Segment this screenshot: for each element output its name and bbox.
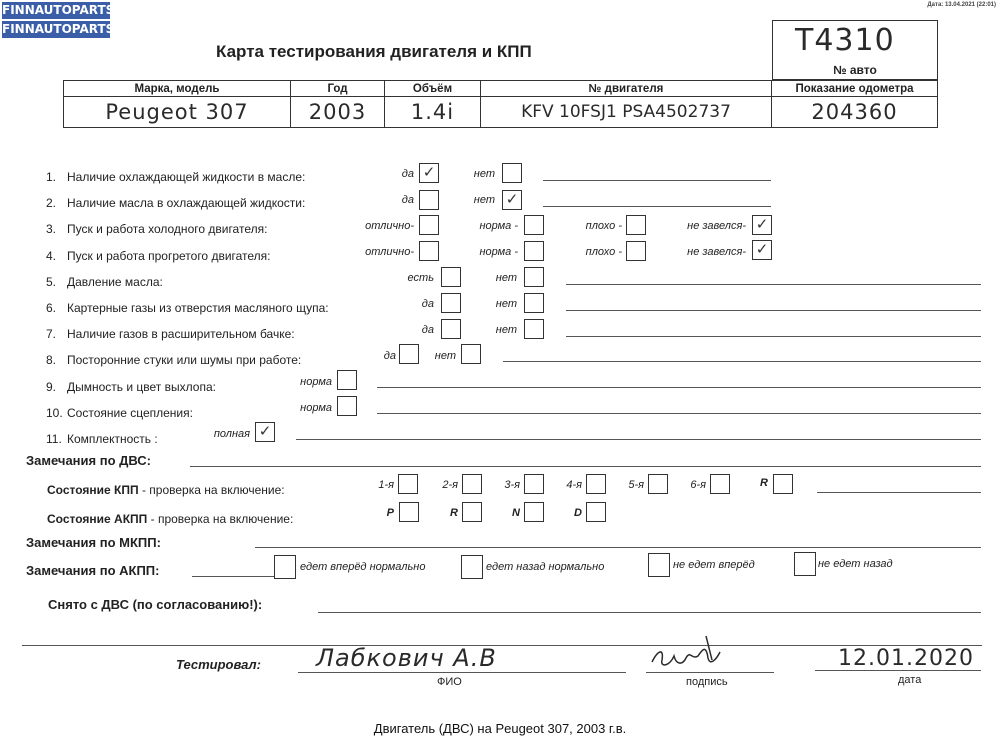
checkbox-yes[interactable]	[441, 267, 461, 287]
checkbox-no-forward[interactable]	[648, 553, 670, 577]
row-number: 6.	[46, 301, 57, 315]
car-number-box	[772, 20, 938, 80]
tested-by-label: Тестировал:	[176, 657, 261, 672]
notes-line	[190, 466, 981, 467]
option-label: отлично-	[365, 220, 414, 232]
notes-line	[543, 206, 771, 207]
checkbox-complete[interactable]: ✓	[255, 422, 275, 442]
check-label: Наличие охлаждающей жидкости в масле:	[67, 170, 306, 184]
name-line	[298, 672, 626, 673]
cell-odometer: 204360	[811, 100, 898, 124]
option-label: есть	[407, 272, 434, 284]
checkbox-no[interactable]	[502, 163, 522, 183]
row-number: 4.	[46, 249, 57, 263]
checkbox-no[interactable]	[461, 344, 481, 364]
option-label: нет	[495, 298, 517, 310]
checkbox-yes[interactable]	[441, 293, 461, 313]
checkbox-yes[interactable]	[441, 319, 461, 339]
col-header-year: Год	[291, 81, 385, 97]
check-label: Дымность и цвет выхлопа:	[67, 380, 216, 394]
checkbox-forward-ok[interactable]	[274, 555, 296, 579]
notes-line	[566, 284, 981, 285]
checkbox-normal[interactable]	[337, 396, 357, 416]
notes-line	[255, 547, 981, 548]
checkbox-excellent[interactable]	[419, 215, 439, 235]
checkbox-normal[interactable]	[524, 215, 544, 235]
checkbox-no[interactable]	[524, 267, 544, 287]
checkbox-gear-3[interactable]	[524, 474, 544, 494]
check-label: Давление масла:	[67, 275, 163, 289]
option-label: норма	[300, 376, 332, 388]
option-label: да	[401, 194, 414, 206]
notes-line	[318, 612, 981, 613]
gear-label: 6-я	[690, 479, 706, 491]
tester-name: Лабкович А.В	[316, 644, 497, 672]
check-label: Комплектность :	[67, 432, 158, 446]
check-label: Состояние сцепления:	[67, 406, 193, 420]
gear-label: R	[760, 477, 768, 489]
checkbox-bad[interactable]	[626, 241, 646, 261]
notes-line	[503, 361, 981, 362]
date-caption: дата	[898, 674, 922, 686]
kpp-label: Состояние КПП - проверка на включение:	[47, 483, 285, 497]
car-number-label: № авто	[833, 63, 877, 77]
checkbox-no[interactable]: ✓	[502, 190, 522, 210]
option-label: отлично-	[365, 246, 414, 258]
print-date: Дата: 13.04.2021 (22:01)	[927, 2, 996, 8]
akpp-label: Состояние АКПП - проверка на включение:	[47, 512, 294, 526]
checkbox-gear-r[interactable]	[773, 474, 793, 494]
option-label: нет	[495, 324, 517, 336]
notes-line	[377, 387, 981, 388]
row-number: 8.	[46, 353, 57, 367]
cell-model: Peugeot 307	[64, 97, 291, 127]
checkbox-mode-d[interactable]	[586, 502, 606, 522]
option-label: плохо -	[585, 246, 622, 258]
option-label: норма -	[479, 246, 518, 258]
checkbox-normal[interactable]	[524, 241, 544, 261]
page-title: Карта тестирования двигателя и КПП	[216, 42, 532, 61]
check-label: Посторонние стуки или шумы при работе:	[67, 353, 302, 367]
notes-line	[296, 439, 981, 440]
gear-label: 3-я	[504, 479, 520, 491]
checkbox-gear-1[interactable]	[398, 474, 418, 494]
signature-line	[646, 672, 774, 673]
notes-line	[817, 492, 981, 493]
mode-label: D	[574, 507, 582, 519]
notes-line	[566, 310, 981, 311]
col-header-odometer: Показание одометра	[772, 81, 937, 97]
option-label: нет	[495, 272, 517, 284]
notes-line	[192, 576, 274, 577]
gear-label: 1-я	[378, 479, 394, 491]
checkbox-mode-n[interactable]	[524, 502, 544, 522]
option-label: плохо -	[585, 220, 622, 232]
gear-label: 2-я	[442, 479, 458, 491]
option-label: да	[421, 324, 434, 336]
checkbox-yes[interactable]: ✓	[419, 163, 439, 183]
check-label: Наличие газов в расширительном бачке:	[67, 327, 295, 341]
checkbox-bad[interactable]	[626, 215, 646, 235]
checkbox-normal[interactable]	[337, 370, 357, 390]
col-header-volume: Объём	[385, 81, 481, 97]
row-number: 5.	[46, 275, 57, 289]
option-label: норма -	[479, 220, 518, 232]
row-number: 10.	[46, 406, 63, 420]
cell-volume: 1.4i	[385, 97, 481, 127]
checkbox-not-started[interactable]: ✓	[752, 215, 772, 235]
row-number: 7.	[46, 327, 57, 341]
cell-year: 2003	[291, 97, 385, 127]
row-number: 1.	[46, 170, 57, 184]
option-label: не завелся-	[687, 220, 746, 232]
option-label: полная	[213, 428, 250, 440]
checkbox-not-started[interactable]: ✓	[752, 240, 772, 260]
checkbox-gear-5[interactable]	[648, 474, 668, 494]
notes-line	[543, 180, 771, 181]
option-label: да	[401, 168, 414, 180]
check-label: Наличие масла в охлаждающей жидкости:	[67, 196, 306, 210]
row-number: 11.	[46, 432, 62, 446]
checkbox-gear-4[interactable]	[586, 474, 606, 494]
fio-caption: ФИО	[437, 676, 462, 688]
brand-watermark: FINNAUTOPARTS	[2, 3, 115, 17]
notes-line	[377, 413, 981, 414]
checkbox-yes[interactable]	[419, 190, 439, 210]
remarks-mkpp-label: Замечания по МКПП:	[26, 535, 161, 550]
signature-caption: подпись	[686, 676, 728, 688]
date-line	[815, 670, 981, 671]
gear-label: 4-я	[566, 479, 582, 491]
signature-image	[646, 630, 726, 674]
option-label: нет	[434, 350, 456, 362]
checkbox-no[interactable]	[524, 293, 544, 313]
checkbox-mode-p[interactable]	[399, 502, 419, 522]
mode-label: N	[512, 507, 520, 519]
option-label: норма	[300, 402, 332, 414]
remarks-akpp-label: Замечания по АКПП:	[26, 563, 160, 578]
brand-watermark: FINNAUTOPARTS	[2, 22, 115, 36]
akpp-option: не едет назад	[818, 558, 893, 570]
image-caption: Двигатель (ДВС) на Peugeot 307, 2003 г.в.	[373, 721, 627, 736]
option-label: не завелся-	[687, 246, 746, 258]
col-header-model: Марка, модель	[64, 81, 291, 97]
check-label: Картерные газы из отверстия масляного щупа:	[67, 301, 329, 315]
car-number-value: T4310	[795, 23, 895, 58]
check-label: Пуск и работа холодного двигателя:	[67, 222, 268, 236]
option-label: да	[421, 298, 434, 310]
test-date: 12.01.2020	[838, 646, 974, 671]
checkbox-no-reverse[interactable]	[794, 552, 816, 576]
check-label: Пуск и работа прогретого двигателя:	[67, 249, 271, 263]
akpp-option: едет вперёд нормально	[300, 561, 426, 573]
mode-label: P	[386, 507, 394, 519]
option-label: нет	[473, 168, 495, 180]
cell-engine-no: KFV 10FSJ1 PSA4502737	[481, 97, 772, 127]
option-label: нет	[473, 194, 495, 206]
row-number: 2.	[46, 196, 57, 210]
akpp-option: едет назад нормально	[486, 561, 605, 573]
row-number: 3.	[46, 222, 57, 236]
gear-label: 5-я	[628, 479, 644, 491]
checkbox-no[interactable]	[524, 319, 544, 339]
checkbox-yes[interactable]	[399, 344, 419, 364]
checkbox-excellent[interactable]	[419, 241, 439, 261]
mode-label: R	[450, 507, 458, 519]
akpp-option: не едет вперёд	[673, 559, 755, 571]
vehicle-table	[63, 80, 938, 128]
option-label: да	[383, 350, 396, 362]
checkbox-mode-r[interactable]	[462, 502, 482, 522]
removed-parts-label: Снято с ДВС (по согласованию!):	[48, 597, 263, 612]
notes-line	[566, 336, 981, 337]
row-number: 9.	[46, 380, 57, 394]
checkbox-reverse-ok[interactable]	[461, 555, 483, 579]
col-header-engine-no: № двигателя	[481, 81, 772, 97]
remarks-dvs-label: Замечания по ДВС:	[26, 453, 151, 468]
checkbox-gear-6[interactable]	[710, 474, 730, 494]
checkbox-gear-2[interactable]	[462, 474, 482, 494]
